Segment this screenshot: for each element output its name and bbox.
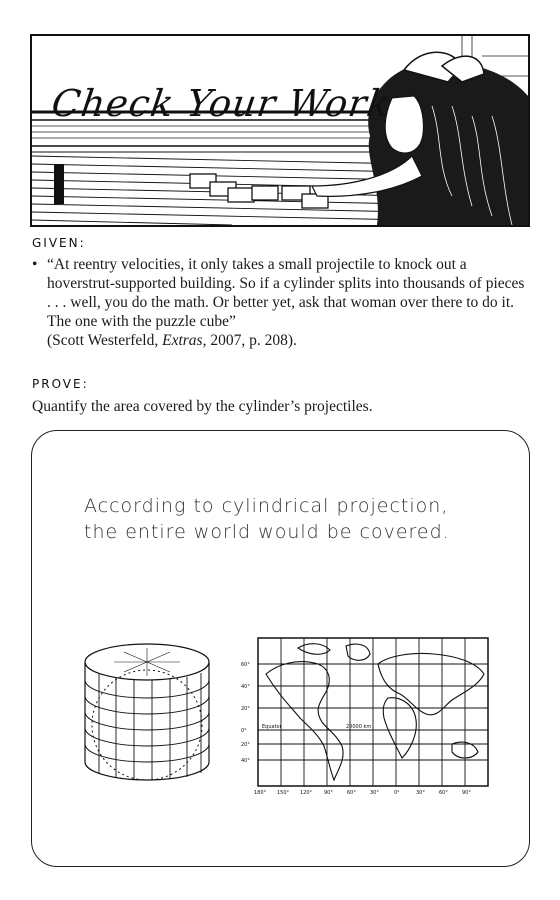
lon-label: 30° <box>370 790 379 796</box>
answer-line-1: According to cylindrical projection, <box>84 495 449 517</box>
cylindrical-world-map <box>238 634 500 799</box>
answer-line-2: the entire world would be covered. <box>84 521 450 543</box>
citation-open: (Scott Westerfeld, <box>47 332 163 349</box>
lat-label: 20° <box>241 706 250 712</box>
lat-label: 0° <box>241 728 247 734</box>
prove-text: Quantify the area covered by the cylinder’s projectiles. <box>32 398 373 415</box>
girl-stacking-blocks-illustration <box>32 36 528 225</box>
equator-label: Equator <box>262 724 282 730</box>
citation-title: Extras <box>162 332 203 349</box>
lon-label: 90° <box>462 790 471 796</box>
lon-label: 0° <box>394 790 400 796</box>
bullet: • <box>32 256 38 273</box>
citation-close: , 2007, p. 208). <box>202 332 297 349</box>
page-title: Check Your Work <box>48 82 394 125</box>
lon-label: 120° <box>300 790 313 796</box>
lat-label: 40° <box>241 758 250 764</box>
answer-text <box>84 493 450 545</box>
lat-label: 40° <box>241 684 250 690</box>
lat-label: 20° <box>241 742 250 748</box>
lon-label: 150° <box>277 790 290 796</box>
lon-label: 60° <box>347 790 356 796</box>
lon-label: 90° <box>324 790 333 796</box>
given-list <box>32 255 532 350</box>
given-quote-item <box>32 255 532 350</box>
scale-label: 20000 km <box>346 724 372 730</box>
given-quote: “At reentry velocities, it only takes a small projectile to knock out a hoverstrut-supported building. So if a cylinder splits into thousands of pieces . . . well, you do the math. Or better yet, ask that woman over there to do it. The one with the puzzle cube” <box>47 256 525 330</box>
given-label: GIVEN: <box>32 236 86 250</box>
lon-label: 180° <box>254 790 267 796</box>
header-illustration <box>30 34 530 227</box>
prove-label: PROVE: <box>32 377 89 391</box>
citation <box>47 331 532 350</box>
cylinder-projection-diagram <box>84 640 214 785</box>
lon-label: 60° <box>439 790 448 796</box>
lon-label: 30° <box>416 790 425 796</box>
lat-label: 60° <box>241 662 250 668</box>
